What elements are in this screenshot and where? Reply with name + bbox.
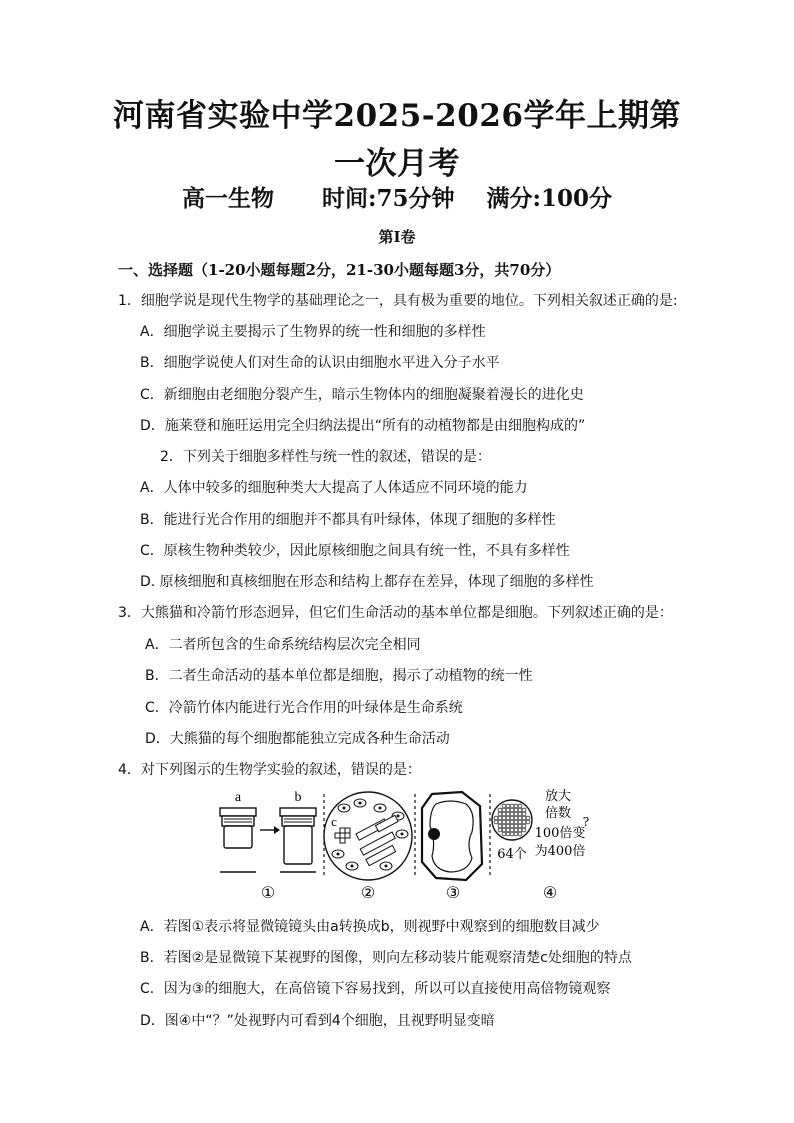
cell-dot (518, 804, 522, 808)
question-2-option-a: A．人体中较多的细胞种类大大提高了人体适应不同环境的能力 (140, 480, 528, 496)
cell-dot (498, 808, 502, 812)
question-4-option-b: B．若图②是显微镜下某视野的图像，则向左移动装片能观察清楚c处细胞的特点 (140, 950, 632, 966)
question-3-option-c: C．冷箭竹体内能进行光合作用的叶绿体是生命系统 (145, 700, 463, 716)
cell-dot (498, 828, 502, 832)
page-title: 河南省实验中学2025-2026学年上期第一次月考 (113, 98, 681, 182)
magnification-line-3: 100倍变 (534, 826, 586, 841)
cell-dot (502, 808, 506, 812)
cell-dot (494, 820, 498, 824)
cell-dot (522, 812, 526, 816)
question-1-option-b: B．细胞学说使人们对生命的认识由细胞水平进入分子水平 (140, 355, 500, 371)
cell-dot (526, 820, 530, 824)
question-2-option-d: D. 原核细胞和真核细胞在形态和结构上都存在差异，体现了细胞的多样性 (140, 574, 594, 590)
cell-dot (506, 804, 510, 808)
cell-dot (522, 828, 526, 832)
cell-dot (518, 816, 522, 820)
cell-dot (522, 816, 526, 820)
cell-dot (502, 828, 506, 832)
question-2-stem: 2．下列关于细胞多样性与统一性的叙述，错误的是： (160, 449, 491, 465)
question-1-stem: 1．细胞学说是现代生物学的基础理论之一，具有极为重要的地位。下列相关叙述正确的是: (118, 293, 678, 309)
cell-dot (498, 824, 502, 828)
cell-dot (498, 820, 502, 824)
question-3-option-b: B．二者生命活动的基本单位都是细胞，揭示了动植物的统一性 (145, 668, 533, 684)
question-3-option-a: A．二者所包含的生命系统结构层次完全相同 (145, 637, 421, 653)
exam-subtitle: 高一生物 时间:75分钟 满分:100分 (181, 185, 613, 212)
cell-dot (510, 832, 514, 836)
cell-dot (494, 816, 498, 820)
cell-dot (518, 832, 522, 836)
cell-dot (514, 832, 518, 836)
cell-dot (518, 824, 522, 828)
cell-dot (502, 832, 506, 836)
cell-dot (514, 808, 518, 812)
field-of-view-2 (324, 792, 412, 880)
panel-2-label: ② (360, 883, 376, 902)
cell-dot (502, 812, 506, 816)
question-1-option-d: D．施莱登和施旺运用完全归纳法提出“所有的动植物都是由细胞构成的” (140, 418, 586, 434)
arrow-icon (274, 826, 280, 834)
cell-dot (510, 828, 514, 832)
magnification-line-2: 倍数 (544, 806, 572, 821)
cell-dot (514, 820, 518, 824)
question-4-option-c: C．因为③的细胞大，在高倍镜下容易找到，所以可以直接使用高倍物镜观察 (140, 981, 611, 997)
cell-dot (522, 808, 526, 812)
panel-3-label: ③ (445, 883, 461, 902)
cell-dot (510, 812, 514, 816)
cell-dot (506, 824, 510, 828)
cell-dot (518, 820, 522, 824)
cell-dot (526, 816, 530, 820)
magnification-question: ? (582, 815, 590, 829)
label-b: b (294, 790, 302, 805)
question-2-option-b: B．能进行光合作用的细胞并不都具有叶绿体，体现了细胞的多样性 (140, 512, 556, 528)
cell-dot (502, 820, 506, 824)
cell-count-label: 64个 (497, 847, 527, 862)
cell-dot (522, 824, 526, 828)
cell-dot (506, 832, 510, 836)
cell-dot (518, 812, 522, 816)
question-3-option-d: D．大熊猫的每个细胞都能独立完成各种生命活动 (145, 731, 450, 747)
question-1-option-a: A．细胞学说主要揭示了生物界的统一性和细胞的多样性 (140, 324, 486, 340)
cell-dot (506, 816, 510, 820)
question-1-option-c: C．新细胞由老细胞分裂产生，暗示生物体内的细胞凝聚着漫长的进化史 (140, 387, 584, 403)
question-4-stem: 4．对下列图示的生物学实验的叙述，错误的是： (118, 762, 421, 778)
cell-dot (514, 816, 518, 820)
cell-dot (506, 812, 510, 816)
cell-dot (506, 820, 510, 824)
cell-dot (510, 816, 514, 820)
panel-4-label: ④ (542, 883, 558, 902)
question-2-option-c: C．原核生物种类较少，因此原核细胞之间具有统一性，不具有多样性 (140, 543, 570, 559)
magnification-line-1: 放大 (544, 789, 572, 804)
cell-dot (518, 828, 522, 832)
question-4-option-a: A．若图①表示将显微镜镜头由a转换成b，则视野中观察到的细胞数目减少 (140, 919, 600, 935)
cell-dot (510, 804, 514, 808)
cell-dot (510, 824, 514, 828)
cell-dot (514, 824, 518, 828)
magnification-line-4: 为400倍 (534, 844, 586, 859)
cell-dot (506, 808, 510, 812)
cell-dot (510, 808, 514, 812)
section-heading: 一、选择题（1-20小题每题2分，21-30小题每题3分，共70分） (118, 261, 561, 279)
objective-lens-a (220, 808, 256, 848)
objective-lens-b (280, 808, 316, 864)
cell-dot (502, 816, 506, 820)
cell-dot (510, 820, 514, 824)
cell-dot (518, 808, 522, 812)
cell-dot (498, 816, 502, 820)
question-4-option-d: D．图④中“？”处视野内可看到4个细胞，且视野明显变暗 (140, 1013, 495, 1029)
cell-dot (502, 804, 506, 808)
question-3-stem: 3．大熊猫和冷箭竹形态迥异，但它们生命活动的基本单位都是细胞。下列叙述正确的是： (118, 605, 673, 621)
label-a: a (234, 790, 242, 805)
cell-dot (506, 828, 510, 832)
plant-cell-3 (422, 792, 482, 880)
panel-1-label: ① (260, 883, 276, 902)
cell-dot (514, 828, 518, 832)
cell-dot (498, 812, 502, 816)
cell-dot (514, 804, 518, 808)
cell-dot (514, 812, 518, 816)
cell-dot (522, 820, 526, 824)
cell-dot (502, 824, 506, 828)
volume-label: 第Ⅰ卷 (378, 228, 416, 246)
field-of-view-4 (492, 800, 532, 840)
microscope-figure (210, 786, 590, 904)
label-c: c (331, 814, 337, 829)
